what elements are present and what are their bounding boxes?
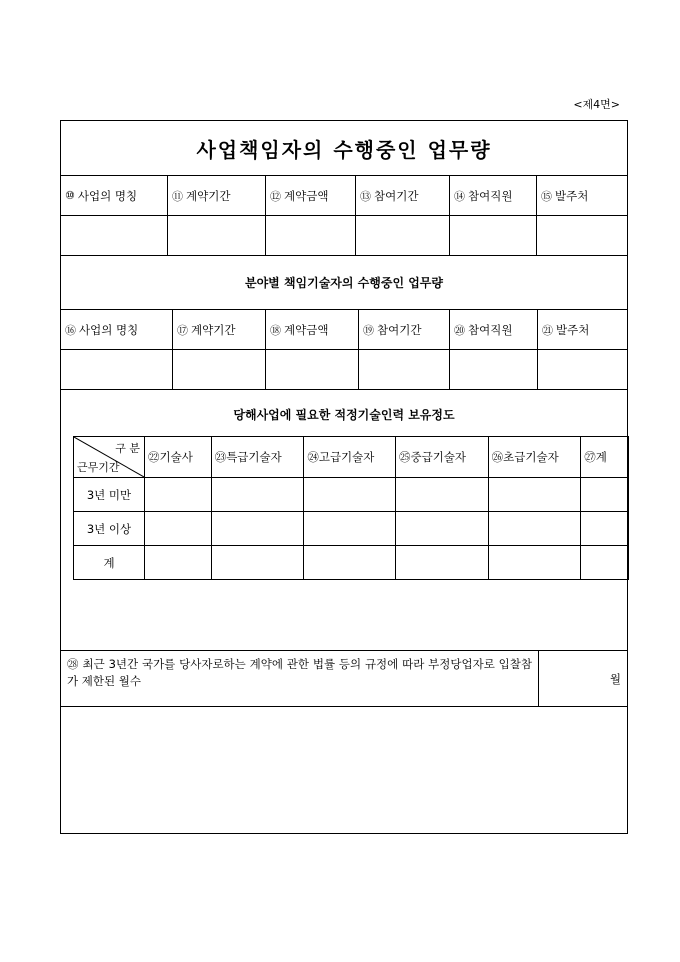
restriction-text: ㉘ 최근 3년간 국가를 당사자로하는 계약에 관한 법률 등의 규정에 따라 부정당업자로 입찰참가 제한된 월수 [61,651,539,706]
table-cell[interactable] [581,478,629,512]
section2-title: 분야별 책임기술자의 수행중인 업무량 [61,256,627,310]
staff-table-corner [74,437,145,478]
col-special-grade: ㉓특급기술자 [211,437,304,478]
table-row [74,478,629,512]
s1-input-participation-period[interactable] [356,216,450,255]
page-number-label: <제4면> [573,98,620,111]
staff-table-header-row [74,437,629,478]
s2-input-participation-period[interactable] [359,350,450,389]
restriction-row [61,651,627,707]
table-cell[interactable] [488,478,581,512]
s1-input-client[interactable] [537,216,627,255]
col-total: ㉗계 [581,437,629,478]
table-cell[interactable] [145,512,212,546]
s2-input-contract-period[interactable] [173,350,266,389]
table-cell[interactable] [211,478,304,512]
staff-table [73,436,629,580]
s2-header-participating-staff: ⑳ 참여직원 [450,310,538,349]
s1-input-participating-staff[interactable] [450,216,537,255]
table-cell[interactable] [211,512,304,546]
section2-header-row [61,310,627,350]
s1-header-participating-staff: ⑭ 참여직원 [450,176,537,215]
col-advanced-grade: ㉔고급기술자 [304,437,396,478]
s2-header-participation-period: ⑲ 참여기간 [359,310,450,349]
s2-input-contract-amount[interactable] [266,350,359,389]
col-intermediate-grade: ㉕중급기술자 [396,437,489,478]
form-title: 사업책임자의 수행중인 업무량 [61,121,627,176]
s1-header-project-name: ⑩ 사업의 명칭 [61,176,168,215]
row-label-under-3y: 3년 미만 [74,478,145,512]
table-cell[interactable] [304,478,396,512]
col-junior-grade: ㉖초급기술자 [488,437,581,478]
corner-period-label: 근무기간 [77,461,120,474]
s1-input-contract-amount[interactable] [266,216,356,255]
table-cell[interactable] [488,546,581,580]
table-cell[interactable] [396,478,489,512]
table-cell[interactable] [211,546,304,580]
s1-header-contract-period: ⑪ 계약기간 [168,176,266,215]
s1-header-participation-period: ⑬ 참여기간 [356,176,450,215]
s1-input-project-name[interactable] [61,216,168,255]
s1-header-client: ⑮ 발주처 [541,188,589,203]
section2-entry-row [61,350,627,390]
form-frame [60,120,628,834]
corner-category-label: 구 분 [115,442,140,455]
s2-input-client[interactable] [538,350,627,389]
s2-header-contract-period: ⑰ 계약기간 [173,310,266,349]
table-cell[interactable] [396,546,489,580]
table-cell[interactable] [396,512,489,546]
blank-area[interactable] [61,708,627,833]
s2-input-project-name[interactable] [61,350,173,389]
s2-header-project-name: ⑯ 사업의 명칭 [61,310,173,349]
section1-entry-row [61,216,627,256]
table-row [74,512,629,546]
table-row [74,546,629,580]
s2-input-participating-staff[interactable] [450,350,538,389]
table-cell[interactable] [304,512,396,546]
row-label-total: 계 [74,546,145,580]
table-cell[interactable] [304,546,396,580]
s2-header-client: ㉑ 발주처 [542,322,590,337]
s1-input-contract-period[interactable] [168,216,266,255]
s1-header-contract-amount: ⑫ 계약금액 [266,176,356,215]
col-engineer: ㉒기술사 [145,437,212,478]
table-cell[interactable] [488,512,581,546]
s2-header-contract-amount: ⑱ 계약금액 [266,310,359,349]
row-label-over-3y: 3년 이상 [74,512,145,546]
section3-title: 당해사업에 필요한 적정기술인력 보유정도 [233,407,455,422]
table-cell[interactable] [581,546,629,580]
table-cell[interactable] [145,478,212,512]
table-cell[interactable] [581,512,629,546]
table-cell[interactable] [145,546,212,580]
months-unit-label: 월 [609,671,621,686]
restriction-months-field[interactable] [539,651,627,706]
section3-bottom-spacer [61,591,627,651]
section1-header-row [61,176,627,216]
